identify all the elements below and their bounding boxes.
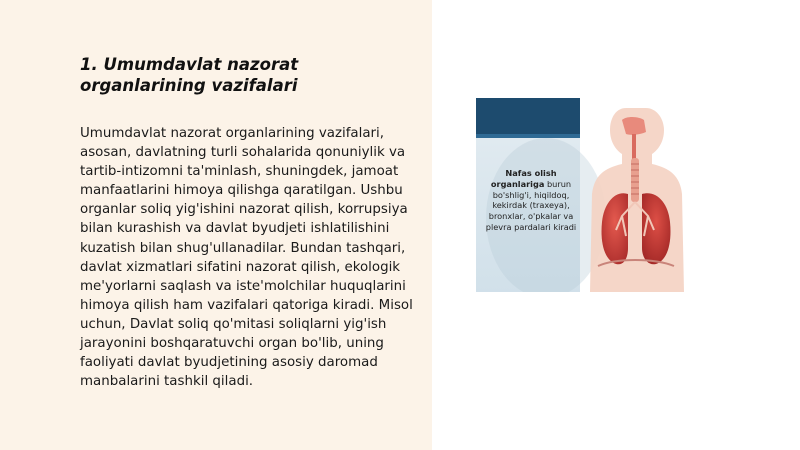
slide-title: 1. Umumdavlat nazorat organlarining vazifalari <box>80 55 299 95</box>
figure-caption <box>478 168 584 233</box>
figure-caption-rest: burun bo'shlig'i, hiqildoq, kekirdak (traxeya), bronxlar, o'pkalar va plevra pardalari kiradi <box>485 178 577 232</box>
slide-body-text: Umumdavlat nazorat organlarining vazifalari, asosan, davlatning turli sohalarida qonuniylik va tartib-intizomni ta'minlash, shuningdek, jamoat manfaatlarini himoya qilishga qaratilgan. Ushbu organlar soliq yig'ishini nazorat qilish, korrupsiya bilan kurashish va davlat byudjeti ishlatilishini kuzatish bilan shug'ullanadilar. Bundan tashqari, davlat xizmatlari sifatini nazorat qilish, ekologik me'yorlarni saqlash va iste'molchilar huquqlarini himoya qilish ham vazifalari qatoriga kiradi. Misol uchun, Davlat soliq qo'mitasi soliqlarni yig'ish jarayonini boshqaratuvchi organ bo'lib, uning faoliyati davlat byudjetining asosiy daromad manbalarini tashkil qiladi. <box>80 126 413 390</box>
figure-caption-bold: Nafas olish organlariga <box>490 168 557 189</box>
